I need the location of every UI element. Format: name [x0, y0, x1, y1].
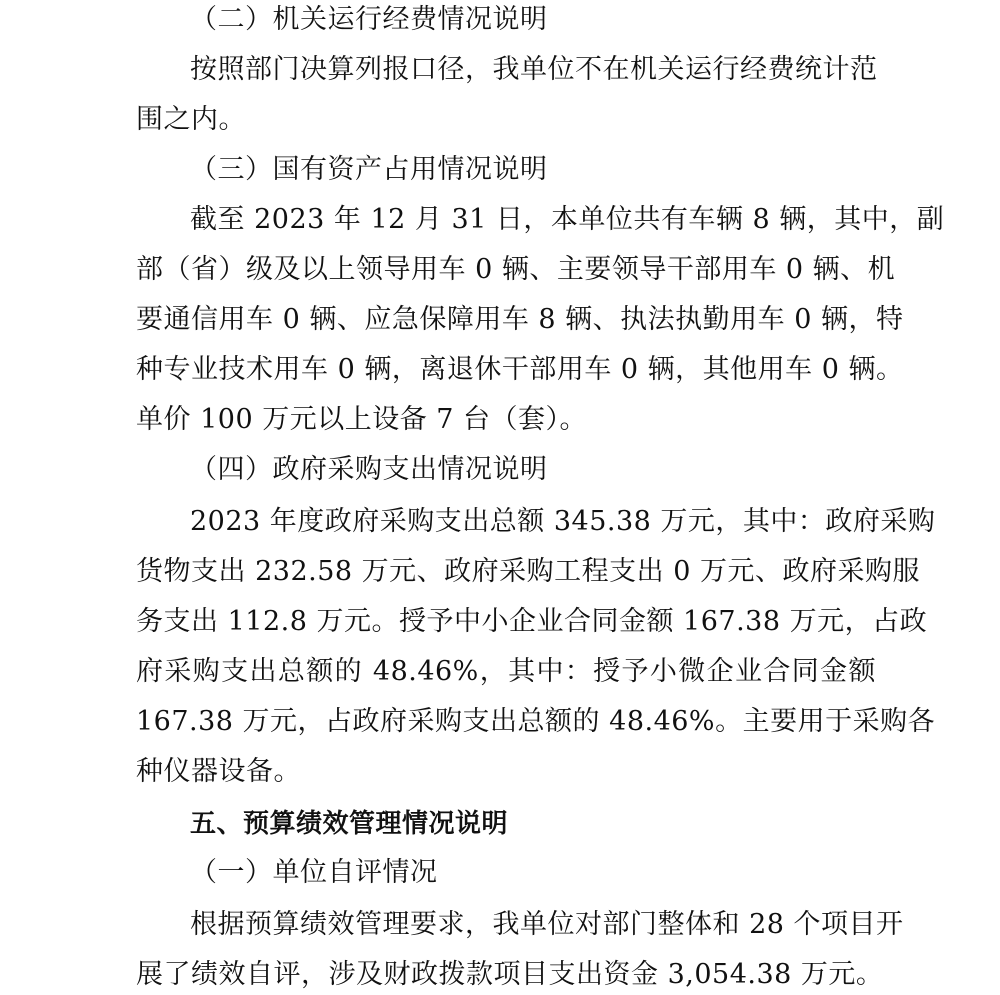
paragraph-line: 按照部门决算列报口径，我单位不在机关运行经费统计范 [190, 54, 878, 85]
paragraph-line: 府采购支出总额的 48.46%，其中：授予小微企业合同金额 [136, 656, 876, 687]
paragraph-line: 种专业技术用车 0 辆，离退休干部用车 0 辆，其他用车 0 辆。 [136, 354, 904, 385]
subsection-heading-procurement: （四）政府采购支出情况说明 [190, 454, 548, 485]
paragraph-line: 务支出 112.8 万元。授予中小企业合同金额 167.38 万元，占政 [136, 606, 928, 637]
paragraph-line: 货物支出 232.58 万元、政府采购工程支出 0 万元、政府采购服 [136, 556, 920, 587]
paragraph-line: 167.38 万元，占政府采购支出总额的 48.46%。主要用于采购各 [136, 706, 936, 737]
subsection-heading-operating-funds: （二）机关运行经费情况说明 [190, 4, 548, 35]
section-heading-performance: 五、预算绩效管理情况说明 [190, 809, 509, 839]
paragraph-line: 2023 年度政府采购支出总额 345.38 万元，其中：政府采购 [190, 506, 936, 537]
paragraph-line: 展了绩效自评，涉及财政拨款项目支出资金 3,054.38 万元。 [136, 959, 884, 990]
subsection-heading-self-evaluation: （一）单位自评情况 [190, 857, 438, 888]
paragraph-line: 要通信用车 0 辆、应急保障用车 8 辆、执法执勤用车 0 辆，特 [136, 304, 904, 335]
paragraph-line: 根据预算绩效管理要求，我单位对部门整体和 28 个项目开 [190, 909, 904, 940]
paragraph-line: 种仪器设备。 [136, 756, 301, 787]
paragraph-line: 围之内。 [136, 104, 246, 135]
paragraph-line: 单价 100 万元以上设备 7 台（套）。 [136, 404, 588, 435]
subsection-heading-state-assets: （三）国有资产占用情况说明 [190, 154, 548, 185]
paragraph-line: 部（省）级及以上领导用车 0 辆、主要领导干部用车 0 辆、机 [136, 254, 896, 285]
paragraph-line: 截至 2023 年 12 月 31 日，本单位共有车辆 8 辆，其中，副 [190, 204, 945, 235]
